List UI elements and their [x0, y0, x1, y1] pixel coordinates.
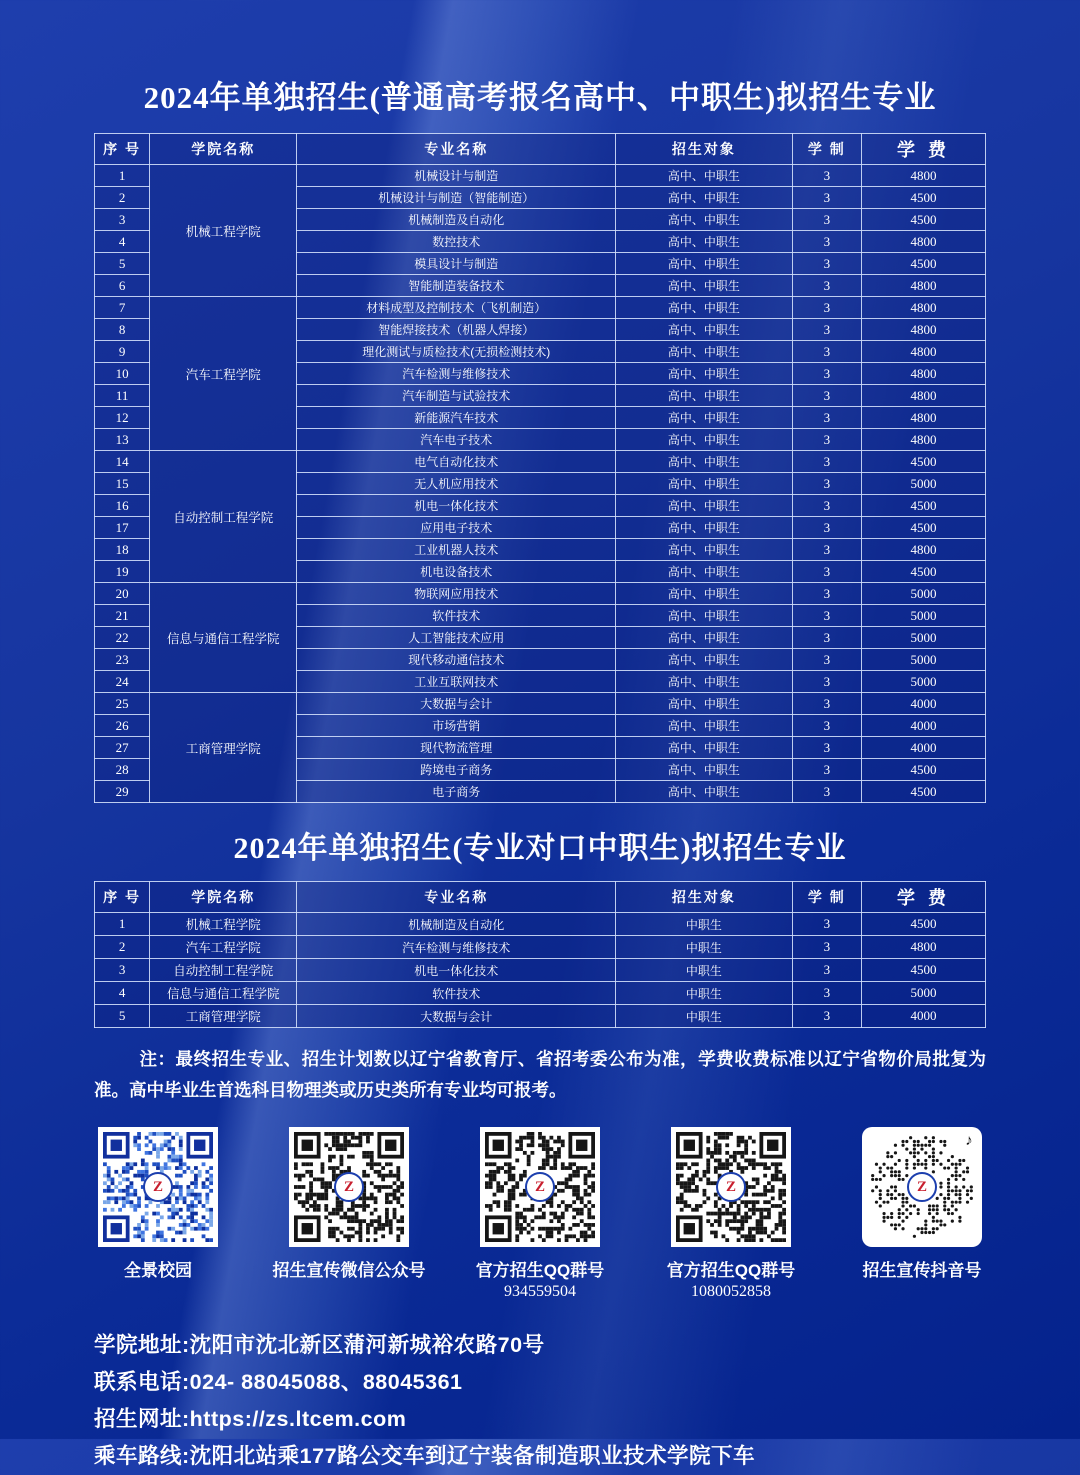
cell-years: 3 [792, 187, 861, 209]
column-header: 招生对象 [616, 882, 792, 913]
qr-label: 全景校园 [124, 1261, 192, 1281]
cell-major: 汽车检测与维修技术 [297, 363, 616, 385]
title-general-admissions: 2024年单独招生(普通高考报名高中、中职生)拟招生专业 [143, 80, 937, 115]
cell-major: 市场营销 [297, 715, 616, 737]
cell-target: 高中、中职生 [616, 187, 792, 209]
table-row [95, 959, 986, 982]
cell-no: 26 [95, 715, 150, 737]
cell-fee: 4800 [862, 936, 986, 959]
cell-years: 3 [792, 209, 861, 231]
cell-no: 22 [95, 627, 150, 649]
table-row [95, 693, 986, 715]
cell-target: 高中、中职生 [616, 341, 792, 363]
table-row [95, 982, 986, 1005]
cell-major: 物联网应用技术 [297, 583, 616, 605]
contact-address: 学院地址:沈阳市沈北新区蒲河新城裕农路70号 [94, 1333, 545, 1358]
cell-no: 3 [95, 959, 150, 982]
cell-years: 3 [792, 495, 861, 517]
cell-target: 高中、中职生 [616, 385, 792, 407]
cell-major: 跨境电子商务 [297, 759, 616, 781]
qr-label: 招生宣传微信公众号 [272, 1261, 426, 1281]
table-row [95, 936, 986, 959]
cell-major: 智能制造装备技术 [297, 275, 616, 297]
cell-major: 电子商务 [297, 781, 616, 803]
qr-code-row [94, 1127, 986, 1301]
cell-no: 17 [95, 517, 150, 539]
column-header: 招生对象 [616, 134, 792, 165]
qr-code-campus-panorama-icon [98, 1127, 218, 1247]
cell-target: 高中、中职生 [616, 165, 792, 187]
qr-item-wechat [272, 1127, 426, 1283]
cell-years: 3 [792, 231, 861, 253]
cell-college: 工商管理学院 [150, 1005, 297, 1028]
college-emblem-icon: Z [143, 1172, 173, 1202]
cell-college: 汽车工程学院 [150, 297, 297, 451]
cell-no: 4 [95, 231, 150, 253]
cell-years: 3 [792, 253, 861, 275]
cell-no: 5 [95, 253, 150, 275]
cell-target: 高中、中职生 [616, 583, 792, 605]
cell-no: 3 [95, 209, 150, 231]
cell-years: 3 [792, 715, 861, 737]
cell-target: 高中、中职生 [616, 473, 792, 495]
cell-target: 高中、中职生 [616, 781, 792, 803]
cell-major: 新能源汽车技术 [297, 407, 616, 429]
cell-target: 高中、中职生 [616, 209, 792, 231]
qr-label: 官方招生QQ群号 [666, 1261, 796, 1281]
cell-no: 8 [95, 319, 150, 341]
cell-fee: 5000 [862, 583, 986, 605]
cell-fee: 4800 [862, 231, 986, 253]
cell-target: 高中、中职生 [616, 495, 792, 517]
cell-no: 2 [95, 936, 150, 959]
cell-fee: 4500 [862, 781, 986, 803]
cell-fee: 4000 [862, 737, 986, 759]
cell-fee: 4500 [862, 187, 986, 209]
cell-fee: 4800 [862, 429, 986, 451]
cell-no: 13 [95, 429, 150, 451]
cell-target: 高中、中职生 [616, 561, 792, 583]
cell-major: 工业机器人技术 [297, 539, 616, 561]
cell-no: 27 [95, 737, 150, 759]
cell-college: 机械工程学院 [150, 165, 297, 297]
qr-code-qq-group-1-icon [480, 1127, 600, 1247]
cell-major: 无人机应用技术 [297, 473, 616, 495]
cell-no: 19 [95, 561, 150, 583]
admissions-table-general [94, 133, 986, 803]
cell-target: 高中、中职生 [616, 737, 792, 759]
cell-fee: 4500 [862, 253, 986, 275]
cell-target: 高中、中职生 [616, 451, 792, 473]
cell-no: 5 [95, 1005, 150, 1028]
cell-fee: 5000 [862, 473, 986, 495]
cell-years: 3 [792, 583, 861, 605]
qr-item-douyin [858, 1127, 986, 1283]
cell-target: 中职生 [616, 982, 792, 1005]
cell-major: 汽车检测与维修技术 [297, 936, 616, 959]
cell-years: 3 [792, 627, 861, 649]
cell-major: 机械制造及自动化 [297, 913, 616, 936]
cell-major: 汽车电子技术 [297, 429, 616, 451]
cell-target: 中职生 [616, 1005, 792, 1028]
cell-years: 3 [792, 297, 861, 319]
table-row [95, 451, 986, 473]
cell-target: 高中、中职生 [616, 363, 792, 385]
cell-years: 3 [792, 959, 861, 982]
cell-fee: 4500 [862, 959, 986, 982]
column-header: 学 费 [862, 882, 986, 913]
cell-college: 工商管理学院 [150, 693, 297, 803]
cell-target: 高中、中职生 [616, 231, 792, 253]
cell-no: 20 [95, 583, 150, 605]
contact-website: 招生网址:https://zs.ltcem.com [94, 1407, 407, 1432]
cell-college: 汽车工程学院 [150, 936, 297, 959]
cell-major: 软件技术 [297, 605, 616, 627]
cell-no: 10 [95, 363, 150, 385]
qr-group-number: 934559504 [504, 1283, 576, 1301]
cell-target: 高中、中职生 [616, 319, 792, 341]
qr-item-qq-group-2 [667, 1127, 795, 1301]
cell-no: 11 [95, 385, 150, 407]
cell-fee: 4800 [862, 297, 986, 319]
cell-major: 智能焊接技术（机器人焊接） [297, 319, 616, 341]
cell-target: 中职生 [616, 913, 792, 936]
contact-phone: 联系电话:024- 88045088、88045361 [94, 1370, 463, 1395]
cell-no: 4 [95, 982, 150, 1005]
cell-target: 高中、中职生 [616, 759, 792, 781]
cell-fee: 5000 [862, 982, 986, 1005]
cell-fee: 4800 [862, 165, 986, 187]
cell-no: 1 [95, 913, 150, 936]
cell-college: 自动控制工程学院 [150, 959, 297, 982]
cell-target: 高中、中职生 [616, 671, 792, 693]
column-header: 学 制 [792, 134, 861, 165]
cell-years: 3 [792, 781, 861, 803]
disclaimer-note: 注：最终招生专业、招生计划数以辽宁省教育厅、省招考委公布为准，学费收费标准以辽宁省物价局批复为准。高中毕业生首选科目物理类或历史类所有专业均可报考。 [94, 1049, 986, 1100]
admissions-table-vocational [94, 881, 986, 1028]
contact-info [94, 1327, 986, 1475]
cell-major: 机电一体化技术 [297, 495, 616, 517]
college-emblem-icon: Z [334, 1172, 364, 1202]
cell-major: 数控技术 [297, 231, 616, 253]
cell-fee: 4800 [862, 341, 986, 363]
cell-years: 3 [792, 913, 861, 936]
cell-years: 3 [792, 517, 861, 539]
column-header: 序 号 [95, 882, 150, 913]
cell-major: 现代移动通信技术 [297, 649, 616, 671]
column-header: 学 费 [862, 134, 986, 165]
cell-target: 高中、中职生 [616, 715, 792, 737]
cell-major: 大数据与会计 [297, 1005, 616, 1028]
cell-major: 应用电子技术 [297, 517, 616, 539]
cell-fee: 4800 [862, 363, 986, 385]
column-header: 学院名称 [150, 882, 297, 913]
cell-major: 软件技术 [297, 982, 616, 1005]
cell-fee: 4000 [862, 715, 986, 737]
cell-target: 高中、中职生 [616, 297, 792, 319]
cell-major: 工业互联网技术 [297, 671, 616, 693]
cell-major: 机电设备技术 [297, 561, 616, 583]
cell-fee: 4500 [862, 561, 986, 583]
cell-fee: 4800 [862, 407, 986, 429]
cell-no: 14 [95, 451, 150, 473]
cell-target: 高中、中职生 [616, 693, 792, 715]
cell-major: 机械设计与制造 [297, 165, 616, 187]
cell-years: 3 [792, 165, 861, 187]
cell-fee: 4500 [862, 517, 986, 539]
college-emblem-icon: Z [525, 1172, 555, 1202]
qr-group-number: 1080052858 [691, 1283, 771, 1301]
cell-fee: 4500 [862, 495, 986, 517]
cell-years: 3 [792, 429, 861, 451]
cell-no: 23 [95, 649, 150, 671]
cell-years: 3 [792, 605, 861, 627]
cell-fee: 5000 [862, 671, 986, 693]
cell-years: 3 [792, 693, 861, 715]
cell-major: 人工智能技术应用 [297, 627, 616, 649]
cell-college: 自动控制工程学院 [150, 451, 297, 583]
cell-no: 29 [95, 781, 150, 803]
cell-college: 机械工程学院 [150, 913, 297, 936]
cell-no: 1 [95, 165, 150, 187]
cell-years: 3 [792, 275, 861, 297]
table-row [95, 583, 986, 605]
cell-major: 机械设计与制造（智能制造） [297, 187, 616, 209]
cell-fee: 5000 [862, 649, 986, 671]
cell-college: 信息与通信工程学院 [150, 583, 297, 693]
cell-fee: 5000 [862, 605, 986, 627]
cell-years: 3 [792, 759, 861, 781]
table-row [95, 913, 986, 936]
cell-target: 高中、中职生 [616, 627, 792, 649]
cell-years: 3 [792, 1005, 861, 1028]
cell-major: 现代物流管理 [297, 737, 616, 759]
table-row [95, 1005, 986, 1028]
table-row [95, 297, 986, 319]
qr-code-douyin-icon [862, 1127, 982, 1247]
cell-major: 电气自动化技术 [297, 451, 616, 473]
qr-code-qq-group-2-icon [671, 1127, 791, 1247]
qr-code-wechat-icon [289, 1127, 409, 1247]
cell-no: 21 [95, 605, 150, 627]
qr-item-qq-group-1 [476, 1127, 604, 1301]
cell-target: 中职生 [616, 959, 792, 982]
cell-years: 3 [792, 319, 861, 341]
cell-no: 24 [95, 671, 150, 693]
cell-no: 9 [95, 341, 150, 363]
cell-target: 高中、中职生 [616, 539, 792, 561]
cell-target: 高中、中职生 [616, 429, 792, 451]
cell-no: 25 [95, 693, 150, 715]
cell-no: 12 [95, 407, 150, 429]
cell-major: 模具设计与制造 [297, 253, 616, 275]
cell-years: 3 [792, 982, 861, 1005]
cell-major: 机电一体化技术 [297, 959, 616, 982]
cell-fee: 4500 [862, 759, 986, 781]
cell-fee: 4500 [862, 451, 986, 473]
title-vocational-admissions: 2024年单独招生(专业对口中职生)拟招生专业 [233, 832, 847, 865]
cell-no: 28 [95, 759, 150, 781]
cell-years: 3 [792, 561, 861, 583]
college-emblem-icon: Z [716, 1172, 746, 1202]
cell-fee: 4500 [862, 209, 986, 231]
column-header: 学 制 [792, 882, 861, 913]
cell-major: 理化测试与质检技术(无损检测技术) [297, 341, 616, 363]
cell-target: 高中、中职生 [616, 253, 792, 275]
cell-target: 高中、中职生 [616, 517, 792, 539]
cell-no: 18 [95, 539, 150, 561]
cell-years: 3 [792, 451, 861, 473]
cell-years: 3 [792, 385, 861, 407]
cell-years: 3 [792, 407, 861, 429]
cell-major: 大数据与会计 [297, 693, 616, 715]
table-row [95, 165, 986, 187]
cell-fee: 4500 [862, 913, 986, 936]
cell-target: 中职生 [616, 936, 792, 959]
column-header: 专业名称 [297, 882, 616, 913]
cell-years: 3 [792, 539, 861, 561]
cell-years: 3 [792, 473, 861, 495]
contact-bus-route: 乘车路线:沈阳北站乘177路公交车到辽宁装备制造职业技术学院下车 [94, 1444, 756, 1469]
cell-target: 高中、中职生 [616, 649, 792, 671]
cell-target: 高中、中职生 [616, 275, 792, 297]
cell-major: 材料成型及控制技术（飞机制造） [297, 297, 616, 319]
cell-fee: 4800 [862, 539, 986, 561]
cell-major: 机械制造及自动化 [297, 209, 616, 231]
cell-fee: 4800 [862, 319, 986, 341]
cell-college: 信息与通信工程学院 [150, 982, 297, 1005]
cell-no: 2 [95, 187, 150, 209]
cell-years: 3 [792, 936, 861, 959]
music-note-icon: ♪ [958, 1129, 980, 1151]
college-emblem-icon: Z [907, 1172, 937, 1202]
cell-years: 3 [792, 649, 861, 671]
cell-target: 高中、中职生 [616, 605, 792, 627]
column-header: 序 号 [95, 134, 150, 165]
cell-no: 16 [95, 495, 150, 517]
cell-no: 7 [95, 297, 150, 319]
cell-fee: 4800 [862, 385, 986, 407]
qr-label: 招生宣传抖音号 [862, 1261, 982, 1281]
cell-fee: 5000 [862, 627, 986, 649]
column-header: 专业名称 [297, 134, 616, 165]
cell-years: 3 [792, 737, 861, 759]
qr-label: 官方招生QQ群号 [475, 1261, 605, 1281]
cell-years: 3 [792, 341, 861, 363]
cell-target: 高中、中职生 [616, 407, 792, 429]
cell-fee: 4000 [862, 1005, 986, 1028]
column-header: 学院名称 [150, 134, 297, 165]
cell-no: 15 [95, 473, 150, 495]
cell-major: 汽车制造与试验技术 [297, 385, 616, 407]
qr-item-campus-panorama [94, 1127, 222, 1283]
cell-no: 6 [95, 275, 150, 297]
cell-years: 3 [792, 363, 861, 385]
cell-years: 3 [792, 671, 861, 693]
cell-fee: 4800 [862, 275, 986, 297]
cell-fee: 4000 [862, 693, 986, 715]
